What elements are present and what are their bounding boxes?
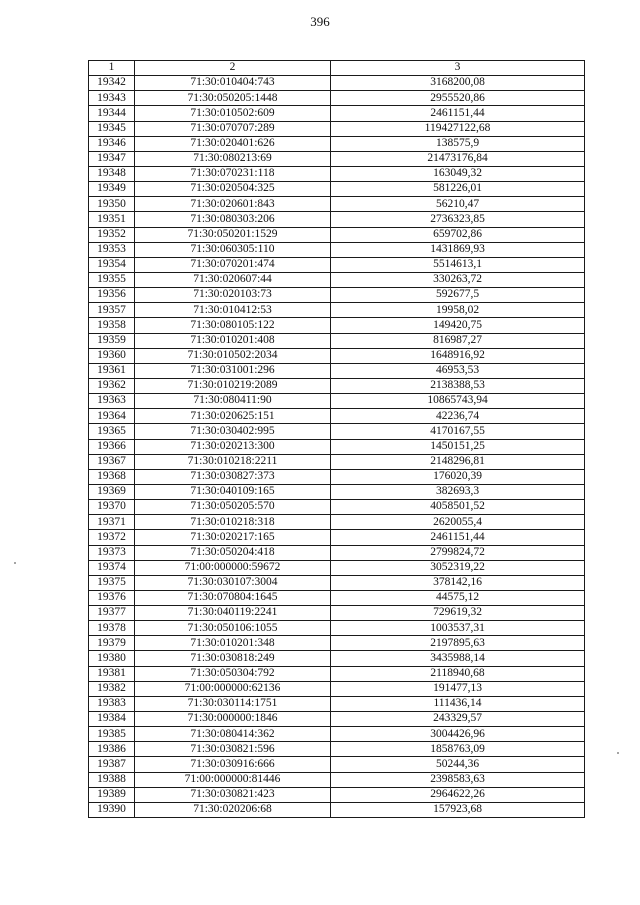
value-cell: 3435988,14 — [331, 651, 585, 666]
value-cell: 46953,53 — [331, 363, 585, 378]
cadastral-number-cell: 71:30:010404:743 — [135, 76, 331, 91]
row-number-cell: 19372 — [89, 530, 135, 545]
table-row — [89, 802, 585, 817]
row-number-cell: 19390 — [89, 802, 135, 817]
cadastral-number-cell: 71:30:080414:362 — [135, 727, 331, 742]
cadastral-number-cell: 71:30:030818:249 — [135, 651, 331, 666]
row-number-cell: 19356 — [89, 288, 135, 303]
cadastral-number-cell: 71:30:020103:73 — [135, 288, 331, 303]
row-number-cell: 19382 — [89, 681, 135, 696]
value-cell: 592677,5 — [331, 288, 585, 303]
cadastral-number-cell: 71:30:050205:1448 — [135, 91, 331, 106]
table-row — [89, 712, 585, 727]
scan-mark — [617, 752, 619, 754]
row-number-cell: 19376 — [89, 590, 135, 605]
cadastral-number-cell: 71:30:010219:2089 — [135, 378, 331, 393]
row-number-cell: 19370 — [89, 500, 135, 515]
row-number-cell: 19368 — [89, 469, 135, 484]
cadastral-number-cell: 71:30:080105:122 — [135, 318, 331, 333]
row-number-cell: 19347 — [89, 151, 135, 166]
table-row — [89, 469, 585, 484]
row-number-cell: 19342 — [89, 76, 135, 91]
row-number-cell: 19371 — [89, 515, 135, 530]
value-cell: 816987,27 — [331, 333, 585, 348]
value-cell: 2964622,26 — [331, 787, 585, 802]
table-row — [89, 772, 585, 787]
cadastral-number-cell: 71:30:050304:792 — [135, 666, 331, 681]
row-number-cell: 19365 — [89, 424, 135, 439]
table-row — [89, 424, 585, 439]
value-cell: 2118940,68 — [331, 666, 585, 681]
value-cell: 2197895,63 — [331, 636, 585, 651]
cadastral-number-cell: 71:30:030916:666 — [135, 757, 331, 772]
cadastral-number-cell: 71:30:020206:68 — [135, 802, 331, 817]
cadastral-number-cell: 71:30:010502:2034 — [135, 348, 331, 363]
value-cell: 1858763,09 — [331, 742, 585, 757]
row-number-cell: 19367 — [89, 454, 135, 469]
table-row — [89, 696, 585, 711]
table-body — [89, 76, 585, 818]
value-cell: 1431869,93 — [331, 242, 585, 257]
value-cell: 2138388,53 — [331, 378, 585, 393]
cadastral-number-cell: 71:30:050205:570 — [135, 500, 331, 515]
value-cell: 243329,57 — [331, 712, 585, 727]
cadastral-number-cell: 71:30:020217:165 — [135, 530, 331, 545]
row-number-cell: 19352 — [89, 227, 135, 242]
row-number-cell: 19346 — [89, 136, 135, 151]
value-cell: 1648916,92 — [331, 348, 585, 363]
row-number-cell: 19355 — [89, 272, 135, 287]
row-number-cell: 19358 — [89, 318, 135, 333]
table-row — [89, 484, 585, 499]
table-row — [89, 787, 585, 802]
table-row — [89, 136, 585, 151]
table-row — [89, 515, 585, 530]
cadastral-number-cell: 71:30:030821:423 — [135, 787, 331, 802]
table-row — [89, 288, 585, 303]
row-number-cell: 19388 — [89, 772, 135, 787]
cadastral-number-cell: 71:30:010218:2211 — [135, 454, 331, 469]
scan-mark — [14, 562, 16, 564]
cadastral-number-cell: 71:00:000000:81446 — [135, 772, 331, 787]
value-cell: 2398583,63 — [331, 772, 585, 787]
table-row — [89, 636, 585, 651]
table-row — [89, 454, 585, 469]
row-number-cell: 19377 — [89, 606, 135, 621]
row-number-cell: 19350 — [89, 197, 135, 212]
row-number-cell: 19360 — [89, 348, 135, 363]
row-number-cell: 19374 — [89, 560, 135, 575]
table-row — [89, 727, 585, 742]
cadastral-number-cell: 71:30:050201:1529 — [135, 227, 331, 242]
header-row — [89, 61, 585, 76]
table-row — [89, 166, 585, 181]
row-number-cell: 19381 — [89, 666, 135, 681]
table-row — [89, 121, 585, 136]
table-row — [89, 91, 585, 106]
cadastral-number-cell: 71:30:020401:626 — [135, 136, 331, 151]
row-number-cell: 19383 — [89, 696, 135, 711]
cadastral-number-cell: 71:30:030827:373 — [135, 469, 331, 484]
row-number-cell: 19362 — [89, 378, 135, 393]
value-cell: 581226,01 — [331, 182, 585, 197]
value-cell: 111436,14 — [331, 696, 585, 711]
row-number-cell: 19389 — [89, 787, 135, 802]
value-cell: 44575,12 — [331, 590, 585, 605]
row-number-cell: 19373 — [89, 545, 135, 560]
row-number-cell: 19361 — [89, 363, 135, 378]
value-cell: 382693,3 — [331, 484, 585, 499]
row-number-cell: 19385 — [89, 727, 135, 742]
value-cell: 2148296,81 — [331, 454, 585, 469]
data-table — [88, 60, 585, 818]
table-row — [89, 257, 585, 272]
row-number-cell: 19345 — [89, 121, 135, 136]
table-row — [89, 348, 585, 363]
cadastral-number-cell: 71:30:040119:2241 — [135, 606, 331, 621]
value-cell: 138575,9 — [331, 136, 585, 151]
cadastral-number-cell: 71:30:070231:118 — [135, 166, 331, 181]
row-number-cell: 19359 — [89, 333, 135, 348]
value-cell: 19958,02 — [331, 303, 585, 318]
table-row — [89, 742, 585, 757]
row-number-cell: 19351 — [89, 212, 135, 227]
table-row — [89, 76, 585, 91]
table-row — [89, 378, 585, 393]
row-number-cell: 19380 — [89, 651, 135, 666]
row-number-cell: 19357 — [89, 303, 135, 318]
cadastral-number-cell: 71:30:010218:318 — [135, 515, 331, 530]
value-cell: 378142,16 — [331, 575, 585, 590]
cadastral-number-cell: 71:30:050204:418 — [135, 545, 331, 560]
value-cell: 3168200,08 — [331, 76, 585, 91]
value-cell: 4058501,52 — [331, 500, 585, 515]
value-cell: 3004426,96 — [331, 727, 585, 742]
row-number-cell: 19369 — [89, 484, 135, 499]
cadastral-number-cell: 71:30:010502:609 — [135, 106, 331, 121]
table-row — [89, 681, 585, 696]
cadastral-number-cell: 71:30:010201:408 — [135, 333, 331, 348]
table-row — [89, 272, 585, 287]
row-number-cell: 19349 — [89, 182, 135, 197]
value-cell: 4170167,55 — [331, 424, 585, 439]
table-row — [89, 606, 585, 621]
table-row — [89, 666, 585, 681]
row-number-cell: 19344 — [89, 106, 135, 121]
table-row — [89, 621, 585, 636]
value-cell: 1450151,25 — [331, 439, 585, 454]
cadastral-number-cell: 71:30:070201:474 — [135, 257, 331, 272]
cadastral-number-cell: 71:30:031001:296 — [135, 363, 331, 378]
value-cell: 5514613,1 — [331, 257, 585, 272]
table-row — [89, 333, 585, 348]
table-row — [89, 363, 585, 378]
table-row — [89, 303, 585, 318]
row-number-cell: 19387 — [89, 757, 135, 772]
column-header-2: 2 — [135, 61, 331, 76]
value-cell: 330263,72 — [331, 272, 585, 287]
table-row — [89, 560, 585, 575]
value-cell: 2461151,44 — [331, 530, 585, 545]
table-row — [89, 590, 585, 605]
table-row — [89, 182, 585, 197]
cadastral-number-cell: 71:30:000000:1846 — [135, 712, 331, 727]
row-number-cell: 19384 — [89, 712, 135, 727]
page-number: 396 — [310, 14, 330, 29]
table-row — [89, 409, 585, 424]
value-cell: 191477,13 — [331, 681, 585, 696]
row-number-cell: 19366 — [89, 439, 135, 454]
value-cell: 157923,68 — [331, 802, 585, 817]
value-cell: 50244,36 — [331, 757, 585, 772]
value-cell: 2799824,72 — [331, 545, 585, 560]
cadastral-number-cell: 71:30:040109:165 — [135, 484, 331, 499]
row-number-cell: 19386 — [89, 742, 135, 757]
table-row — [89, 197, 585, 212]
value-cell: 10865743,94 — [331, 394, 585, 409]
cadastral-number-cell: 71:30:080213:69 — [135, 151, 331, 166]
cadastral-number-cell: 71:30:020601:843 — [135, 197, 331, 212]
cadastral-number-cell: 71:30:030107:3004 — [135, 575, 331, 590]
cadastral-number-cell: 71:00:000000:59672 — [135, 560, 331, 575]
table-row — [89, 651, 585, 666]
cadastral-number-cell: 71:30:070707:289 — [135, 121, 331, 136]
row-number-cell: 19375 — [89, 575, 135, 590]
value-cell: 56210,47 — [331, 197, 585, 212]
cadastral-number-cell: 71:30:020625:151 — [135, 409, 331, 424]
value-cell: 163049,32 — [331, 166, 585, 181]
cadastral-number-cell: 71:30:080303:206 — [135, 212, 331, 227]
value-cell: 149420,75 — [331, 318, 585, 333]
table-row — [89, 212, 585, 227]
column-header-1: 1 — [89, 61, 135, 76]
cadastral-number-cell: 71:30:020607:44 — [135, 272, 331, 287]
cadastral-number-cell: 71:30:020213:300 — [135, 439, 331, 454]
table-row — [89, 757, 585, 772]
cadastral-number-cell: 71:30:030114:1751 — [135, 696, 331, 711]
cadastral-number-cell: 71:30:010201:348 — [135, 636, 331, 651]
table-row — [89, 575, 585, 590]
table-row — [89, 530, 585, 545]
row-number-cell: 19364 — [89, 409, 135, 424]
row-number-cell: 19348 — [89, 166, 135, 181]
cadastral-number-cell: 71:30:050106:1055 — [135, 621, 331, 636]
cadastral-number-cell: 71:30:030402:995 — [135, 424, 331, 439]
value-cell: 119427122,68 — [331, 121, 585, 136]
column-header-3: 3 — [331, 61, 585, 76]
cadastral-number-cell: 71:30:070804:1645 — [135, 590, 331, 605]
table-row — [89, 106, 585, 121]
table-row — [89, 242, 585, 257]
value-cell: 21473176,84 — [331, 151, 585, 166]
cadastral-number-cell: 71:30:010412:53 — [135, 303, 331, 318]
value-cell: 2736323,85 — [331, 212, 585, 227]
value-cell: 2955520,86 — [331, 91, 585, 106]
cadastral-number-cell: 71:30:060305:110 — [135, 242, 331, 257]
row-number-cell: 19343 — [89, 91, 135, 106]
table-row — [89, 227, 585, 242]
table-row — [89, 439, 585, 454]
cadastral-number-cell: 71:30:020504:325 — [135, 182, 331, 197]
value-cell: 42236,74 — [331, 409, 585, 424]
table-row — [89, 545, 585, 560]
value-cell: 176020,39 — [331, 469, 585, 484]
value-cell: 729619,32 — [331, 606, 585, 621]
table-row — [89, 151, 585, 166]
cadastral-number-cell: 71:00:000000:62136 — [135, 681, 331, 696]
table-row — [89, 500, 585, 515]
value-cell: 2620055,4 — [331, 515, 585, 530]
row-number-cell: 19363 — [89, 394, 135, 409]
table-row — [89, 394, 585, 409]
value-cell: 2461151,44 — [331, 106, 585, 121]
row-number-cell: 19354 — [89, 257, 135, 272]
value-cell: 3052319,22 — [331, 560, 585, 575]
value-cell: 1003537,31 — [331, 621, 585, 636]
row-number-cell: 19353 — [89, 242, 135, 257]
cadastral-number-cell: 71:30:030821:596 — [135, 742, 331, 757]
cadastral-number-cell: 71:30:080411:90 — [135, 394, 331, 409]
value-cell: 659702,86 — [331, 227, 585, 242]
row-number-cell: 19379 — [89, 636, 135, 651]
row-number-cell: 19378 — [89, 621, 135, 636]
table-row — [89, 318, 585, 333]
